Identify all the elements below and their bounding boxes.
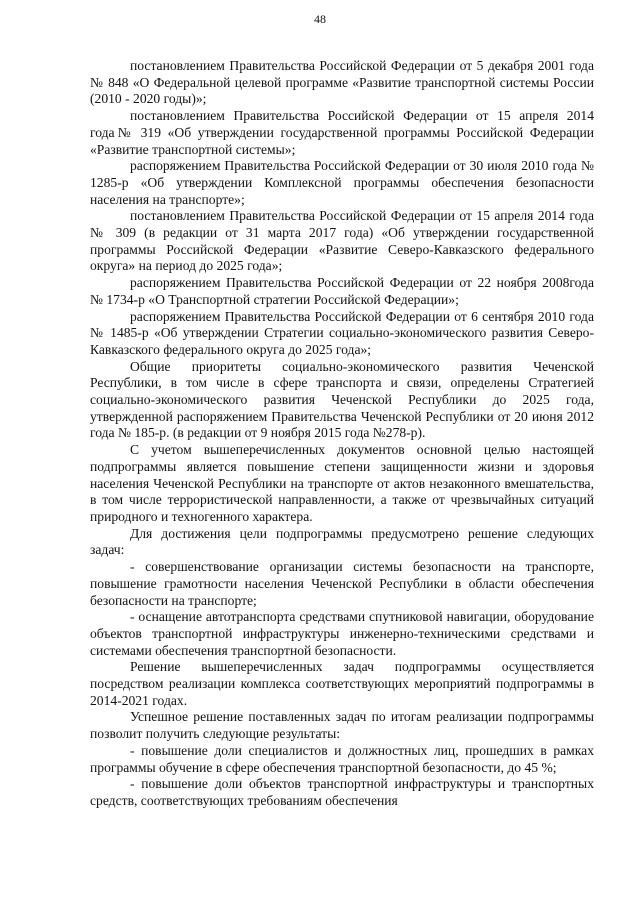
paragraph-8: С учетом вышеперечисленных документов основной целью настоящей подпрограммы является повышение степени защищенности жизни и здоровья населения Чеченской Республики на транспорте от актов незаконного вмешательства, в том числе террористической направленности, а также от чрезвычайных ситуаций природного и техногенного характера. bbox=[90, 442, 594, 524]
paragraph-13: Успешное решение поставленных задач по итогам реализации подпрограммы позволит получить следующие результаты: bbox=[90, 709, 594, 742]
paragraph-15: - повышение доли объектов транспортной инфраструктуры и транспортных средств, соответствующих требованиям обеспечения bbox=[90, 776, 594, 808]
paragraph-5: распоряжением Правительства Российской Федерации от 22 ноября 2008года № 1734-р «О Транспортной стратегии Российской Федерации»; bbox=[90, 275, 594, 307]
paragraph-9: Для достижения цели подпрограммы предусмотрено решение следующих задач: bbox=[90, 525, 594, 558]
page-number: 48 bbox=[314, 12, 326, 26]
paragraph-6: распоряжением Правительства Российской Федерации от 6 сентября 2010 года № 1485-р «Об утверждении Стратегии социально-экономического развития Северо-Кавказского федерального округа до 2025 года»; bbox=[90, 308, 594, 357]
paragraph-3: распоряжением Правительства Российской Федерации от 30 июля 2010 года № 1285-р «Об утверждении Комплексной программы обеспечения безопасности населения на транспорте»; bbox=[90, 158, 594, 207]
paragraph-7: Общие приоритеты социально-экономического развития Чеченской Республики, в том числе в сфере транспорта и связи, определены Стратегией социально-экономического развития Чеченской Республики до 2025 года, утвержденной распоряжением Правительства Чеченской Республики от 20 июня 2012 года № 185-р. (в редакции от 9 ноября 2015 года №278-р). bbox=[90, 358, 594, 441]
paragraph-14: - повышение доли специалистов и должностных лиц, прошедших в рамках программы обучение в сфере обеспечения транспортной безопасности, до 45 %; bbox=[90, 742, 594, 775]
document-body bbox=[90, 58, 594, 810]
paragraph-4: постановлением Правительства Российской Федерации от 15 апреля 2014 года № 309 (в редакции от 31 марта 2017 года) «Об утверждении государственной программы Российской Федерации «Развитие Северо-Кавказского федерального округа» на период до 2025 года»; bbox=[90, 208, 594, 274]
paragraph-2: постановлением Правительства Российской Федерации от 15 апреля 2014 года№ 319 «Об утверждении государственной программы Российской Федерации «Развитие транспортной системы»; bbox=[90, 108, 594, 157]
paragraph-1: постановлением Правительства Российской Федерации от 5 декабря 2001 года № 848 «О Федеральной целевой программе «Развитие транспортной системы России (2010 - 2020 годы)»; bbox=[90, 58, 594, 107]
paragraph-12: Решение вышеперечисленных задач подпрограммы осуществляется посредством реализации комплекса соответствующих мероприятий подпрограммы в 2014-2021 годах. bbox=[90, 659, 594, 708]
paragraph-10: - совершенствование организации системы безопасности на транспорте, повышение грамотности населения Чеченской Республики в области обеспечения безопасности на транспорте; bbox=[90, 559, 594, 608]
paragraph-11: - оснащение автотранспорта средствами спутниковой навигации, оборудование объектов транспортной инфраструктуры инженерно-техническими средствами и системами обеспечения транспортной безопасности. bbox=[90, 609, 594, 658]
